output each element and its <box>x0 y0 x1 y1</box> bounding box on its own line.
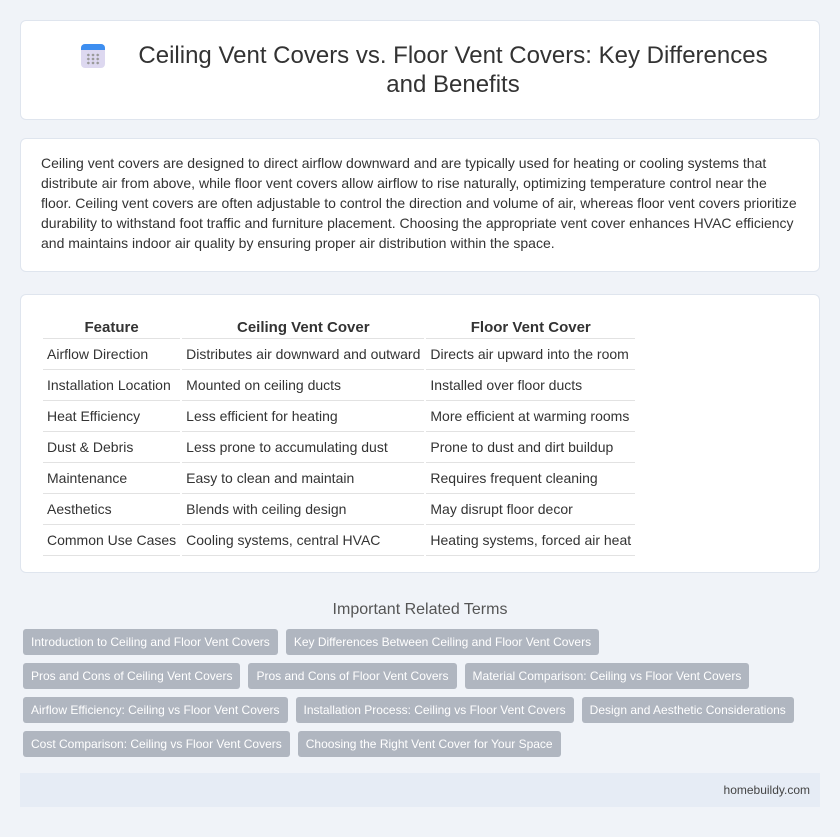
table-cell: Mounted on ceiling ducts <box>182 370 424 401</box>
table-cell: Prone to dust and dirt buildup <box>426 432 635 463</box>
table-row <box>43 494 635 525</box>
table-cell: Cooling systems, central HVAC <box>182 525 424 556</box>
related-tags <box>20 629 820 757</box>
table-row <box>43 339 635 370</box>
description: Ceiling vent covers are designed to direct airflow downward and are typically used for heating or cooling systems that distribute air from above, while floor vent covers allow airflow to rise naturally, optimizing temperature control near the floor. Ceiling vent covers are often adjustable to control the direction and volume of air, whereas floor vent covers prioritize durability to withstand foot traffic and furniture placement. Choosing the appropriate vent cover enhances HVAC efficiency and maintains indoor air quality by ensuring proper air distribution within the space. <box>41 155 797 251</box>
table-cell: Less efficient for heating <box>182 401 424 432</box>
table-cell: Heat Efficiency <box>43 401 180 432</box>
related-tag[interactable]: Pros and Cons of Floor Vent Covers <box>248 663 456 689</box>
table-cell: Airflow Direction <box>43 339 180 370</box>
description-card <box>20 138 820 272</box>
calendar-icon <box>81 44 105 68</box>
comparison-card <box>20 294 820 573</box>
related-heading: Important Related Terms <box>332 601 508 618</box>
related-tag[interactable]: Material Comparison: Ceiling vs Floor Vent Covers <box>465 663 750 689</box>
table-cell: Maintenance <box>43 463 180 494</box>
table-row <box>43 401 635 432</box>
table-cell: Blends with ceiling design <box>182 494 424 525</box>
column-header: Feature <box>43 315 180 339</box>
column-header: Ceiling Vent Cover <box>182 315 424 339</box>
related-tag[interactable]: Cost Comparison: Ceiling vs Floor Vent Covers <box>23 731 290 757</box>
table-cell: Distributes air downward and outward <box>182 339 424 370</box>
comparison-table <box>41 315 637 556</box>
related-tag[interactable]: Introduction to Ceiling and Floor Vent Covers <box>23 629 278 655</box>
related-tag[interactable]: Pros and Cons of Ceiling Vent Covers <box>23 663 240 689</box>
table-row <box>43 370 635 401</box>
column-header: Floor Vent Cover <box>426 315 635 339</box>
footer-site[interactable]: homebuildy.com <box>723 783 810 797</box>
table-row <box>43 525 635 556</box>
table-cell: Less prone to accumulating dust <box>182 432 424 463</box>
related-tag[interactable]: Key Differences Between Ceiling and Floor Vent Covers <box>286 629 599 655</box>
table-cell: More efficient at warming rooms <box>426 401 635 432</box>
table-row <box>43 432 635 463</box>
table-cell: Dust & Debris <box>43 432 180 463</box>
table-cell: Easy to clean and maintain <box>182 463 424 494</box>
page-title: Ceiling Vent Covers vs. Floor Vent Covers: Key Differences and Benefits <box>138 42 768 98</box>
table-cell: Directs air upward into the room <box>426 339 635 370</box>
title-card <box>20 20 820 120</box>
table-cell: Requires frequent cleaning <box>426 463 635 494</box>
related-tag[interactable]: Installation Process: Ceiling vs Floor Vent Covers <box>296 697 574 723</box>
table-cell: Installation Location <box>43 370 180 401</box>
table-cell: Common Use Cases <box>43 525 180 556</box>
table-cell: Heating systems, forced air heat <box>426 525 635 556</box>
related-tag[interactable]: Airflow Efficiency: Ceiling vs Floor Vent Covers <box>23 697 288 723</box>
table-cell: Aesthetics <box>43 494 180 525</box>
table-cell: May disrupt floor decor <box>426 494 635 525</box>
related-tag[interactable]: Design and Aesthetic Considerations <box>582 697 794 723</box>
table-cell: Installed over floor ducts <box>426 370 635 401</box>
footer <box>20 773 820 807</box>
related-tag[interactable]: Choosing the Right Vent Cover for Your Space <box>298 731 561 757</box>
table-row <box>43 463 635 494</box>
